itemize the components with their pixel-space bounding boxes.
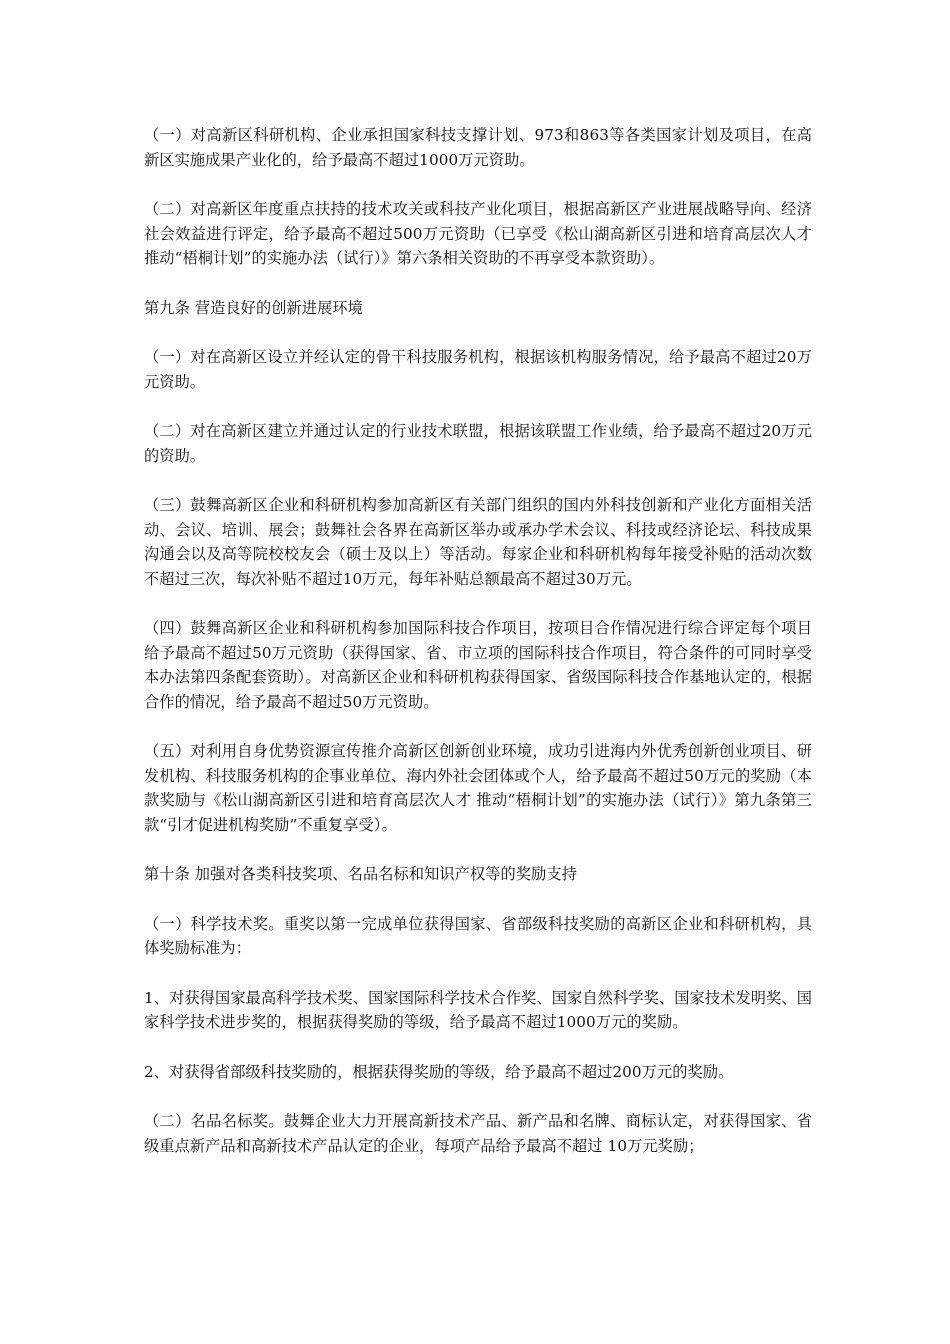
paragraph-10: （一）科学技术奖。重奖以第一完成单位获得国家、省部级科技奖励的高新区企业和科研机构，具体奖励标准为：: [144, 914, 812, 958]
paragraph-8: （五）对利用自身优势资源宣传推介高新区创新创业环境，成功引进海内外优秀创新创业项目、研发机构、科技服务机构的企事业单位、海内外社会团体或个人，给予最高不超过50万元的奖励（本款奖励与《松山湖高新区引进和培育高层次人才 推动“梧桐计划”的实施办法（试行）》第九条第三款“引才促进机构奖励”不重复享受）。: [144, 742, 812, 835]
paragraph-4: （一）对在高新区设立并经认定的骨干科技服务机构，根据该机构服务情况，给予最高不超过20万元资助。: [144, 347, 812, 391]
paragraph-7: （四）鼓舞高新区企业和科研机构参加国际科技合作项目，按项目合作情况进行综合评定每个项目给予最高不超过50万元资助（获得国家、省、市立项的国际科技合作项目，符合条件的可同时享受本办法第四条配套资助）。对高新区企业和科研机构获得国家、省级国际科技合作基地认定的，根据合作的情况，给予最高不超过50万元资助。: [144, 619, 812, 711]
document-body: [144, 123, 812, 1183]
paragraph-6: （三）鼓舞高新区企业和科研机构参加高新区有关部门组织的国内外科技创新和产业化方面相关活动、会议、培训、展会；鼓舞社会各界在高新区举办或承办学术会议、科技或经济论坛、科技成果沟通会以及高等院校校友会（硕士及以上）等活动。每家企业和科研机构每年接受补贴的活动次数不超过三次，每次补贴不超过10万元，每年补贴总额最高不超过30万元。: [144, 495, 812, 588]
paragraph-12: 2、对获得省部级科技奖励的，根据获得奖励的等级，给予最高不超过200万元的奖励。: [144, 1062, 734, 1081]
paragraph-13: （二）名品名标奖。鼓舞企业大力开展高新技术产品、新产品和名牌、商标认定，对获得国家、省级重点新产品和高新技术产品认定的企业，每项产品给予最高不超过 10万元奖励；: [144, 1112, 812, 1155]
article-10-heading: 第十条 加强对各类科技奖项、名品名标和知识产权等的奖励支持: [144, 865, 577, 884]
paragraph-11: 1、对获得国家最高科学技术奖、国家国际科学技术合作奖、国家自然科学奖、国家技术发明奖、国家科学技术进步奖的，根据获得奖励的等级，给予最高不超过1000万元的奖励。: [144, 988, 812, 1032]
paragraph-2: （二）对高新区年度重点扶持的技术攻关或科技产业化项目，根据高新区产业进展战略导向、经济社会效益进行评定，给予最高不超过500万元资助（已享受《松山湖高新区引进和培育高层次人才 推动“梧桐计划”的实施办法（试行）》第六条相关资助的不再享受本款资助）。: [144, 199, 812, 268]
paragraph-1: （一）对高新区科研机构、企业承担国家科技支撑计划、973和863等各类国家计划及项目，在高新区实施成果产业化的，给予最高不超过1000万元资助。: [144, 126, 812, 169]
paragraph-5: （二）对在高新区建立并通过认定的行业技术联盟，根据该联盟工作业绩，给予最高不超过20万元的资助。: [144, 421, 812, 465]
article-9-heading: 第九条 营造良好的创新进展环境: [144, 298, 363, 317]
